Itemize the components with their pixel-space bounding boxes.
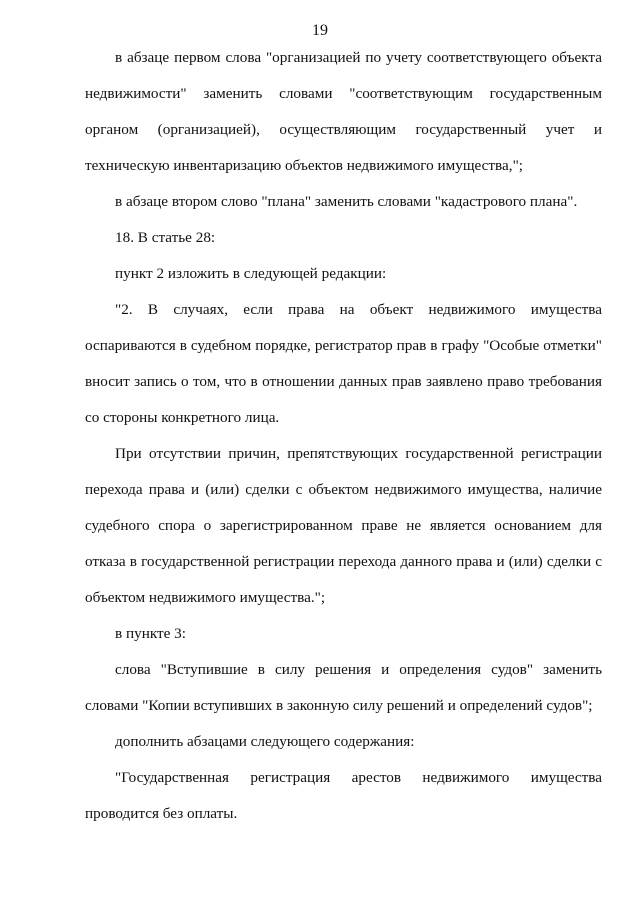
paragraph: дополнить абзацами следующего содержания: (115, 733, 415, 750)
paragraph: в абзаце первом слова "организацией по учету соответствующего объекта недвижимости" заменить словами "соответствующим государственным органом (организацией), осуществляющим государственный учет и техническую инвентаризацию объектов недвижимого имущества,"; (85, 49, 602, 174)
paragraph: в абзаце втором слово "плана" заменить словами "кадастрового плана". (115, 193, 578, 210)
paragraph: 18. В статье 28: (115, 229, 216, 246)
document-body (85, 40, 602, 832)
paragraph: пункт 2 изложить в следующей редакции: (115, 265, 387, 282)
page-number: 19 (312, 22, 328, 39)
paragraph: слова "Вступившие в силу решения и определения судов" заменить словами "Копии вступивших в законную силу решений и определений судов"; (85, 661, 602, 714)
paragraph: При отсутствии причин, препятствующих государственной регистрации перехода права и (или) сделки с объектом недвижимого имущества, наличие судебного спора о зарегистрированном праве не является основанием для отказа в государственной регистрации перехода данного права и (или) сделки с объектом недвижимого имущества."; (85, 445, 602, 606)
paragraph: в пункте 3: (115, 625, 186, 642)
paragraph: "Государственная регистрация арестов недвижимого имущества проводится без оплаты. (85, 769, 602, 822)
paragraph: "2. В случаях, если права на объект недвижимого имущества оспариваются в судебном порядке, регистратор прав в графу "Особые отметки" вносит запись о том, что в отношении данных прав заявлено право требования со стороны конкретного лица. (85, 301, 602, 426)
